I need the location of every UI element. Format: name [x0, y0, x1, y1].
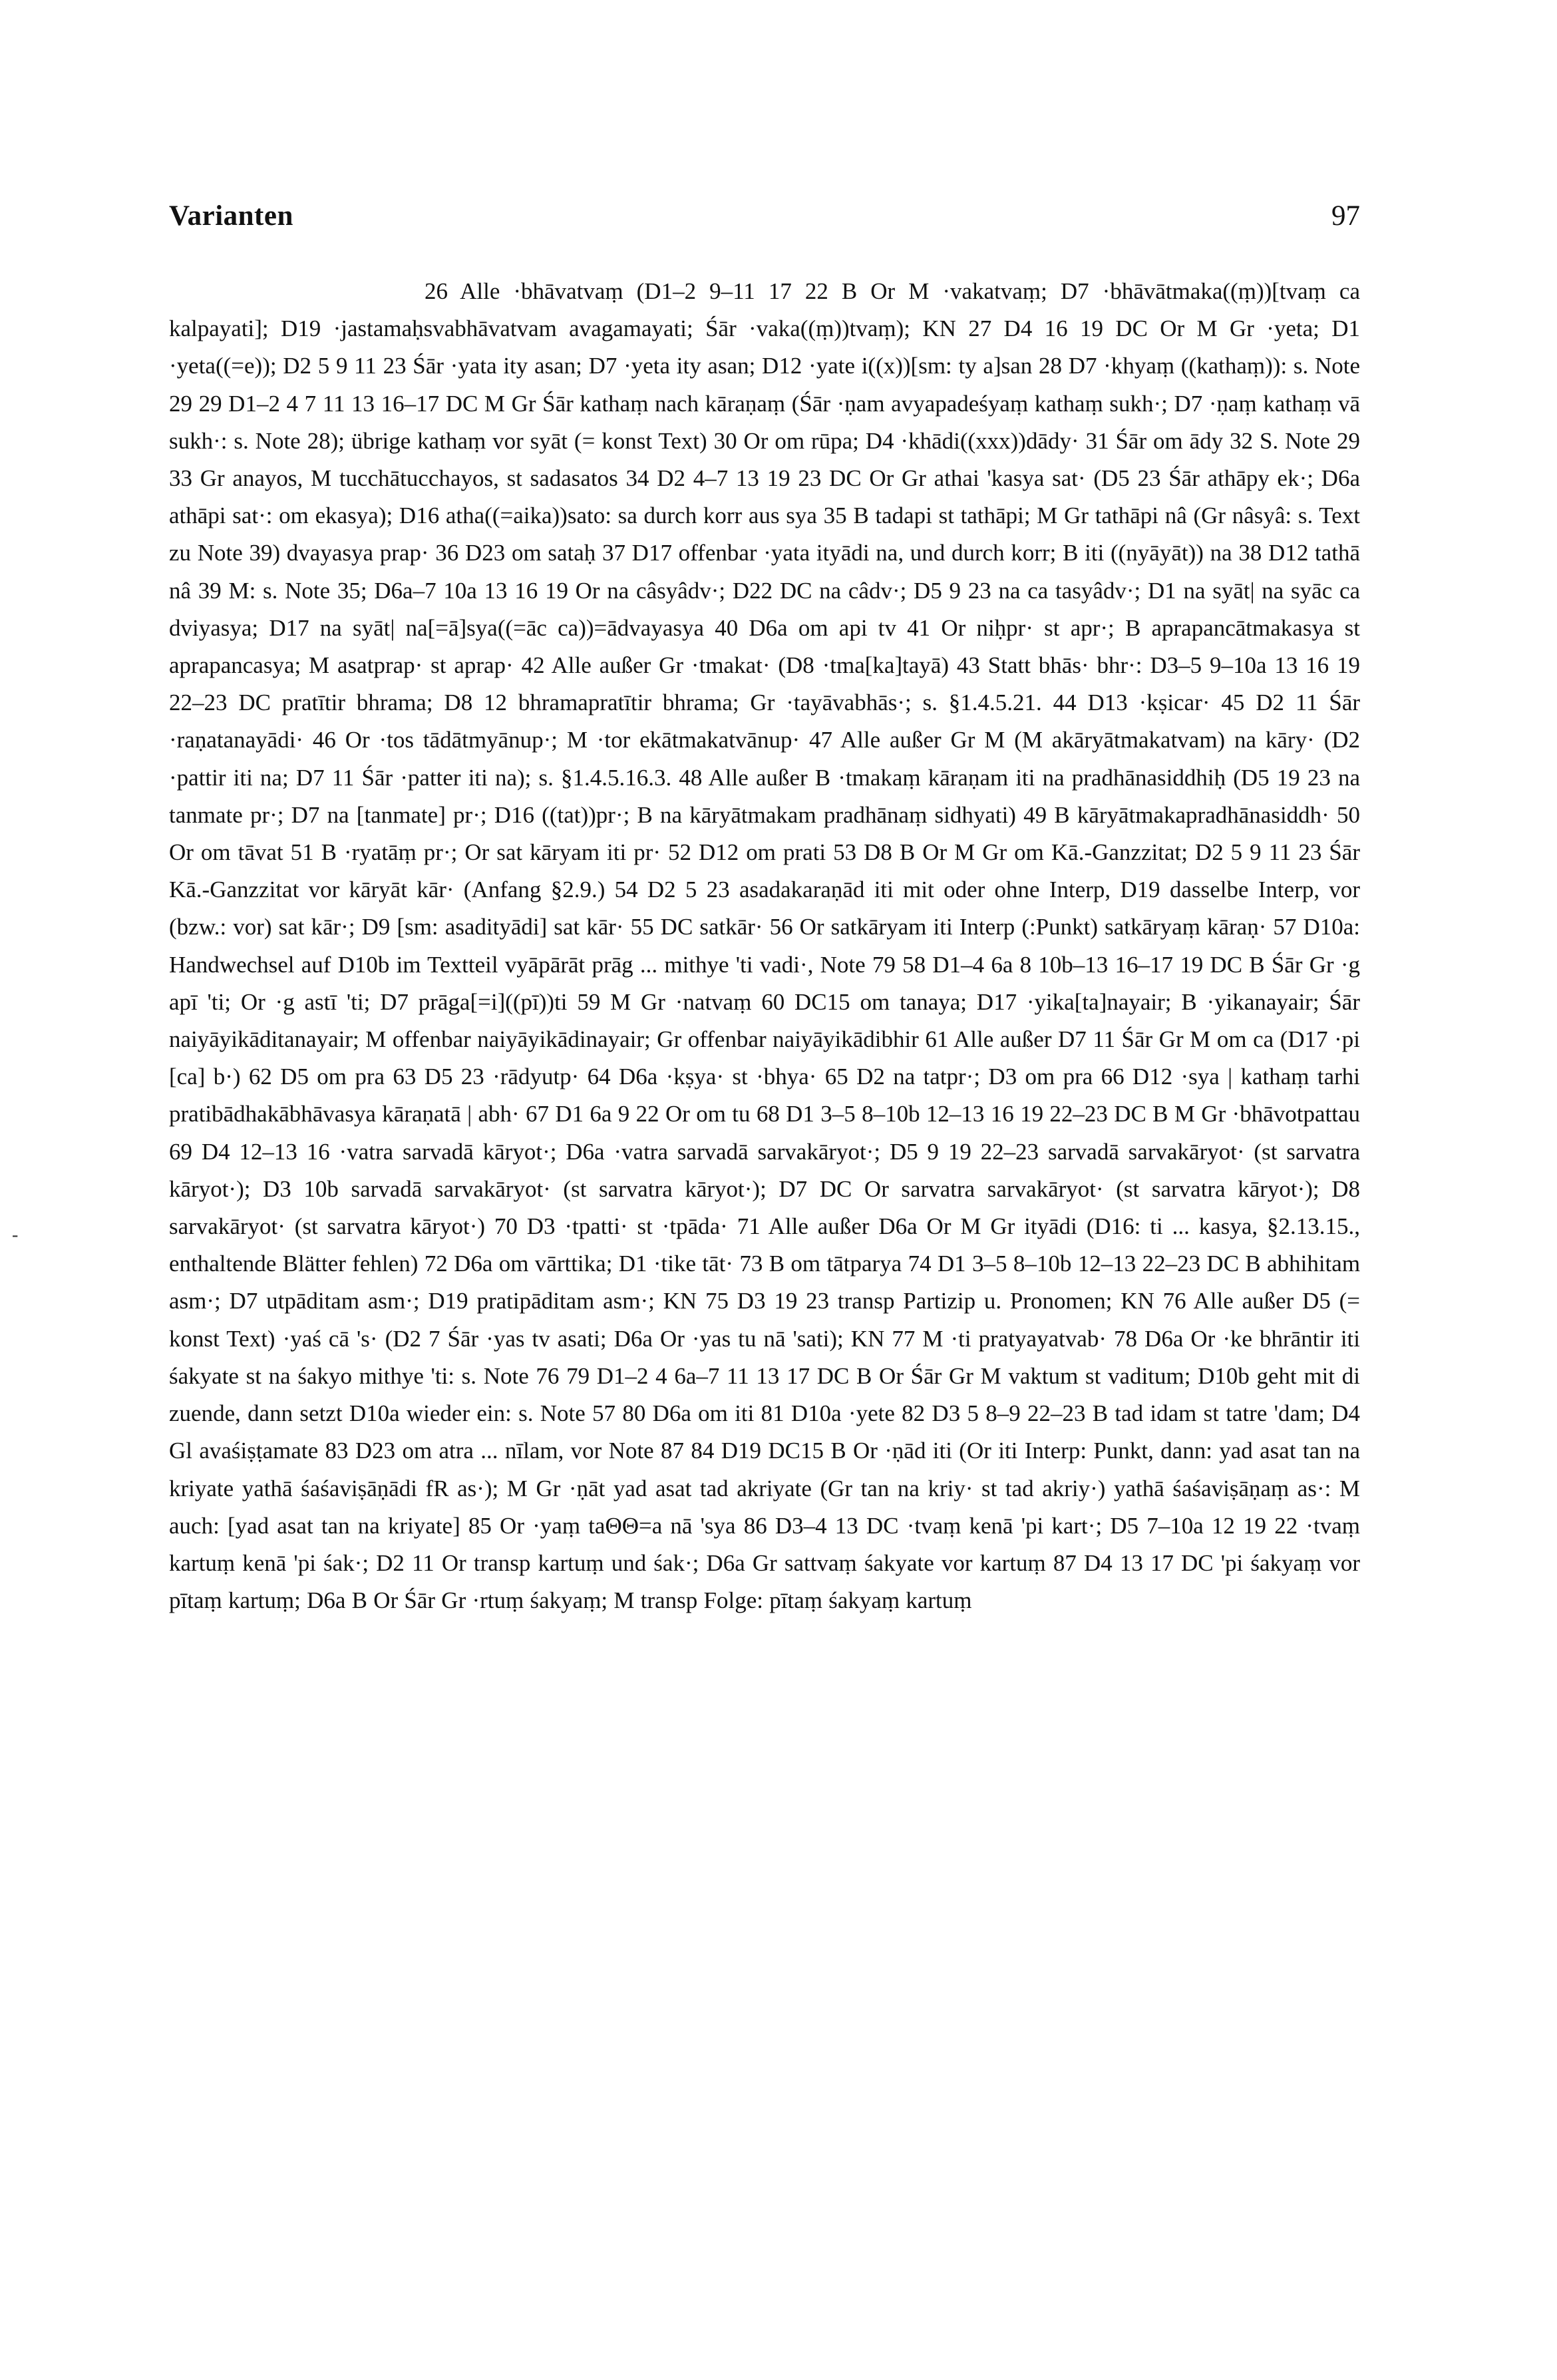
apparatus-entry: 62 D5 om pra [248, 1064, 385, 1090]
apparatus-entry: 34 D2 4–7 13 19 23 DC Or Gr athai 'kasya sat· (D5 23 Śār athāpy ek·; D6a athāpi sat·: om ekasya); D16 atha((=aika))sato: sa durch korr aus sya [169, 465, 1360, 529]
apparatus-entry: 83 D23 om atra ... nīlam, vor Note 87 [325, 1438, 685, 1464]
apparatus-entry: 68 D1 3–5 8–10b 12–13 16 19 22–23 DC B M Gr ·bhāvotpattau [756, 1101, 1360, 1127]
apparatus-entry: 26 Alle ·bhāvatvaṃ (D1–2 9–11 17 22 B Or M ·vakatvaṃ; D7 ·bhāvātmaka((ṃ))[tvaṃ ca kalpayati]; D19 ·jastamaḥsvabhāvatvam avagamayati; Śār ·vaka((ṃ))tvaṃ); KN [169, 278, 1360, 342]
apparatus-entry: 48 Alle außer B ·tmakaṃ kāraṇam iti na pradhānasiddhiḥ (D5 19 23 na tanmate pr·; D7 na [tanmate] pr·; D16 ((tat))pr·; B na kāryātmakam pradhānaṃ sidhyati) [169, 764, 1360, 828]
apparatus-entry: 63 D5 23 ·rādyutp· [393, 1064, 580, 1090]
page-number: 97 [1331, 200, 1360, 232]
apparatus-entry: 41 Or niḥpr· st apr·; B aprapancātmakasya st aprapancasya; M asatprap· st aprap· [169, 614, 1360, 679]
apparatus-entry: 30 Or om rūpa; D4 ·khādi((xxx))dādy· [713, 427, 1079, 454]
apparatus-entry: 39 M: s. Note 35; D6a–7 10a 13 16 19 Or na câsyâdv·; D22 DC na câdv·; D5 9 23 na ca tasyâdv·; D1 na syāt| na syāc ca dviyasya; D17 na syāt| na[=ā]sya((=āc ca))=ādvayasya [169, 577, 1360, 641]
apparatus-entry: 87 D4 13 17 DC 'pi śakyaṃ vor pītaṃ kartuṃ; D6a B Or Śār Gr ·rtuṃ śakyaṃ; M transp Folge: pītaṃ śakyaṃ kartuṃ [169, 1549, 1360, 1614]
apparatus-entry: 36 D23 om sataḥ [435, 540, 596, 566]
apparatus-entry: 42 Alle außer Gr ·tmakat· (D8 ·tma[ka]tayā) [521, 652, 950, 679]
apparatus-entry: 64 D6a ·kṣya· st ·bhya· [587, 1064, 817, 1090]
apparatus-entry: 60 DC15 om tanaya; D17 ·yika[ta]nayair; B ·yikanayair; Śār naiyāyikāditanayair; M offenbar naiyāyikādinayair; Gr offenbar naiyāyikādibhir [169, 988, 1360, 1053]
apparatus-entry: 77 M ·ti pratyayatvab· [892, 1325, 1107, 1352]
apparatus-entry: 72 D6a om vārttika; D1 ·tike tāt· [424, 1251, 734, 1277]
apparatus-entry: 84 D19 DC15 B Or ·ṇād iti (Or iti Interp: Punkt, dann: yad asat tan na kriyate yathā śaśaviṣāṇādi fR as·); M Gr ·ṇāt yad asat tad akriyate (Gr tan na kriy· st tad akriy·) yathā śaśaviṣāṇaṃ as·: M auch: [yad asat tan na kriyate] [169, 1438, 1360, 1539]
critical-apparatus [169, 273, 1360, 1619]
apparatus-entry: 74 D1 3–5 8–10b 12–13 22–23 DC B abhihitam asm·; D7 utpāditam asm·; D19 pratipāditam asm·; KN [169, 1251, 1360, 1314]
apparatus-entry: 46 Or ·tos tādātmyānup·; M ·tor ekātmakatvānup· [312, 727, 800, 753]
apparatus-entry: 45 D2 11 Śār ·raṇatanayādi· [169, 690, 1360, 753]
page [169, 200, 1360, 2329]
apparatus-entry: 66 D12 ·sya | kathaṃ tarhi pratibādhakābhāvasya kāraṇatā | abh· [169, 1064, 1360, 1127]
running-head-title: Varianten [169, 200, 293, 232]
apparatus-entry: 52 D12 om prati [668, 839, 826, 866]
apparatus-entry: 28 D7 ·khyaṃ ((kathaṃ)): s. Note 29 [169, 353, 1360, 417]
apparatus-entry: 54 D2 5 23 asadakaraṇād iti mit oder ohne Interp, D19 dasselbe Interp, vor (bzw.: vor) sat kār·; D9 [sm: asadityādi] sat kār· [169, 877, 1360, 940]
apparatus-entry: 85 Or ·yaṃ taΘΘ=a nā 'sya [468, 1512, 736, 1539]
apparatus-entry: 53 D8 B Or M Gr om Kā.-Ganzzitat; D2 5 9 11 23 Śār Kā.-Ganzzitat vor kāryāt kār· (Anfang §2.9.) [169, 839, 1360, 903]
apparatus-entry: 61 Alle außer D7 11 Śār Gr M om ca (D17 ·pi [ca] b·) [169, 1026, 1360, 1090]
apparatus-entry: 31 Śār om ādy [1085, 427, 1224, 454]
apparatus-entry: 33 Gr anayos, M tucchātucchayos, st sadasatos [169, 465, 618, 492]
apparatus-entry: 29 D1–2 4 7 11 13 16–17 DC M Gr Śār kathaṃ nach kāraṇaṃ (Śār ·ṇam avyapadeśyaṃ kathaṃ sukh·; D7 ·ṇaṃ kathaṃ vā sukh·: s. Note 28); übrige kathaṃ vor syāt (= konst Text) [169, 390, 1360, 454]
apparatus-entry: 43 Statt bhās· bhr·: D3–5 9–10a 13 16 19 22–23 DC pratītir bhrama; D8 12 bhramapratītir bhrama; Gr ·tayāvabhās·; s. §1.4.5.21. [169, 652, 1360, 716]
apparatus-entry: 35 B tadapi st tathāpi; M Gr tathāpi nâ (Gr nâsyâ: s. Text zu Note 39) dvayasya prap· [169, 502, 1360, 566]
apparatus-entry: 37 D17 offenbar ·yata ityādi na, und durch korr; B iti ((nyāyāt)) na [602, 540, 1232, 566]
apparatus-entry: 67 D1 6a 9 22 Or om tu [526, 1101, 751, 1127]
apparatus-entry: 86 D3–4 13 DC ·tvaṃ kenā 'pi kart·; D5 7–10a 12 19 22 ·tvaṃ kartuṃ kenā 'pi śak·; D2 11 Or transp kartuṃ und śak·; D6a Gr sattvaṃ śakyate vor kartuṃ [169, 1512, 1360, 1576]
apparatus-entry: 56 Or satkāryam iti Interp (:Punkt) satkāryaṃ kāraṇ· [769, 914, 1267, 940]
apparatus-entry: 58 D1–4 6a 8 10b–13 16–17 19 DC B Śār Gr ·g apī 'ti; Or ·g astī 'ti; D7 prāga[=i]((pī))ti [169, 951, 1360, 1015]
apparatus-entry: 32 S. Note 29 [1230, 427, 1360, 454]
apparatus-entry: 70 D3 ·tpatti· st ·tpāda· [494, 1213, 728, 1240]
apparatus-entry: 51 B ·ryatāṃ pr·; Or sat kāryam iti pr· [290, 839, 661, 866]
apparatus-entry: 78 D6a Or ·ke bhrāntir iti śakyate st na śakyo mithye 'ti: s. Note 76 [169, 1325, 1360, 1389]
apparatus-entry: 76 Alle außer D5 (= konst Text) ·yaś cā 's· (D2 7 Śār ·yas tv asati; D6a Or ·yas tu nā 'sati); KN [169, 1288, 1360, 1352]
apparatus-entry: 73 B om tātparya [739, 1251, 902, 1277]
apparatus-entry: 47 Alle außer Gr M (M akāryātmakatvam) na kāry· (D2 ·pattir iti na; D7 11 Śār ·patter iti na); s. §1.4.5.16.3. [169, 727, 1360, 791]
apparatus-entry: 40 D6a om api tv [715, 614, 896, 641]
running-head [169, 200, 1360, 253]
apparatus-entry: 50 Or om tāvat [169, 801, 1360, 866]
apparatus-entry: 81 D10a ·yete [761, 1400, 895, 1427]
apparatus-entry: 82 D3 5 8–9 22–23 B tad idam st tatre 'dam; D4 Gl avaśiṣṭamate [169, 1400, 1360, 1464]
apparatus-entry: 69 D4 12–13 16 ·vatra sarvadā kāryot·; D6a ·vatra sarvadā sarvakāryot·; D5 9 19 22–23 sarvadā sarvakāryot· (st sarvatra kāryot·); D3 10b sarvadā sarvakāryot· (st sarvatra kāryot·); D7 DC Or sarvatra sarvakāryot· (st sarvatra kāryot·); D8 sarvakāryot· (st sarvatra kāryot·) [169, 1138, 1360, 1240]
apparatus-entry: 55 DC satkār· [630, 914, 763, 940]
apparatus-entry: 59 M Gr ·natvaṃ [577, 988, 752, 1015]
apparatus-entry: 80 D6a om iti [622, 1400, 755, 1427]
apparatus-entry: 79 D1–2 4 6a–7 11 13 17 DC B Or Śār Gr M vaktum st vaditum; D10b geht mit di zuende, dann setzt D10a wieder ein: s. Note 57 [169, 1362, 1360, 1427]
margin-mark: - [12, 1225, 19, 1245]
apparatus-entry: 44 D13 ·kṣicar· [1053, 690, 1210, 716]
apparatus-entry: 65 D2 na tatpr·; D3 om pra [824, 1064, 1093, 1090]
apparatus-entry: 71 Alle außer D6a Or M Gr ityādi (D16: ti ... kasya, §2.13.15., enthaltende Blätter fehlen) [169, 1213, 1360, 1277]
apparatus-entry: 38 D12 tathā nâ [169, 540, 1360, 604]
apparatus-entry: 49 B kāryātmakapradhānasiddh· [1023, 801, 1329, 828]
apparatus-entry: 57 D10a: Handwechsel auf D10b im Textteil vyāpārāt prāg ... mithye 'ti vadi·, Note 79 [169, 914, 1360, 978]
apparatus-entry: 27 D4 16 19 DC Or M Gr ·yeta; D1 ·yeta((=e)); D2 5 9 11 23 Śār ·yata ity asan; D7 ·yeta ity asan; D12 ·yate i((x))[sm: ty a]san [169, 315, 1360, 379]
apparatus-entry: 75 D3 19 23 transp Partizip u. Pronomen; KN [705, 1288, 1154, 1314]
